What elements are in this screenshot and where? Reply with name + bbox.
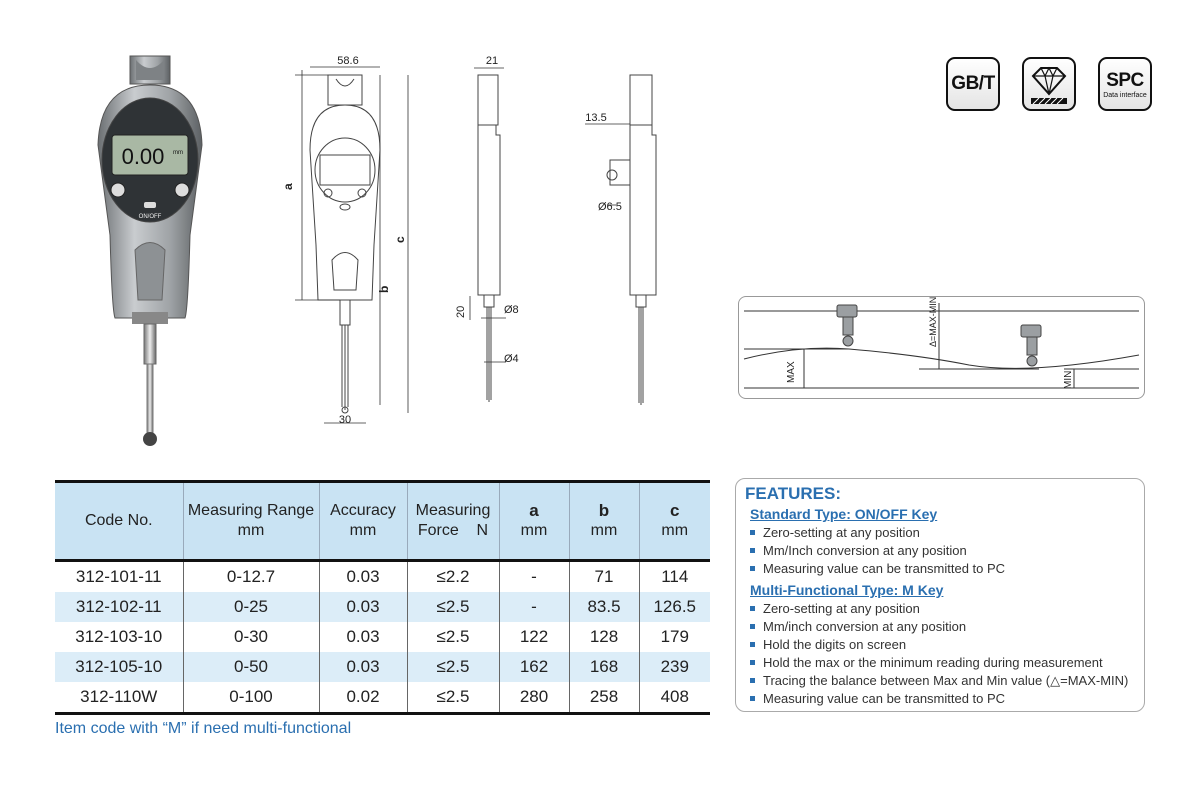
multi-type-title: Multi-Functional Type: M Key: [750, 582, 944, 598]
table-header-row: [55, 482, 710, 561]
standard-features-list: [750, 524, 1005, 578]
dim-stem-dia: Ø8: [504, 304, 519, 316]
features-title: FEATURES:: [745, 484, 842, 503]
header-c: c mm: [639, 482, 710, 561]
gauge-display: 0.00: [121, 144, 165, 169]
dim-lug-offset: 13.5: [585, 112, 607, 124]
label-max: MAX: [786, 361, 797, 383]
side-view-drawing: [448, 50, 538, 415]
dim-width-bottom: 30: [338, 414, 352, 426]
front-view-drawing: [280, 45, 420, 435]
dim-lug-dia: Ø6.5: [598, 201, 622, 213]
list-item: Hold the digits on screen: [750, 636, 1128, 654]
list-item: Tracing the balance between Max and Min value (△=MAX-MIN): [750, 672, 1128, 690]
list-item: Hold the max or the minimum reading during measurement: [750, 654, 1128, 672]
label-min: MIN: [1063, 370, 1074, 389]
gbt-badge-text: GB/T: [951, 73, 995, 94]
label-delta: Δ=MAX-MIN: [928, 297, 938, 347]
item-code-note: Item code with “M” if need multi-functional: [55, 720, 352, 737]
header-b: b mm: [569, 482, 639, 561]
product-photo: [90, 50, 210, 455]
table-row: 312-101-11 0-12.7 0.03 ≤2.2 - 71 114: [55, 561, 710, 593]
dim-thickness: 21: [485, 55, 499, 67]
gbt-badge: [946, 57, 1000, 111]
bullet-icon: [750, 548, 755, 553]
bullet-icon: [750, 696, 755, 701]
bullet-icon: [750, 530, 755, 535]
spc-badge: [1098, 57, 1152, 111]
spec-table: [55, 480, 710, 715]
bullet-icon: [750, 642, 755, 647]
dim-b: b: [377, 285, 391, 293]
list-item: Mm/Inch conversion at any position: [750, 542, 1005, 560]
table-row: 312-102-11 0-25 0.03 ≤2.5 - 83.5 126.5: [55, 592, 710, 622]
dim-tip-dia: Ø4: [504, 353, 519, 365]
list-item: Measuring value can be transmitted to PC: [750, 560, 1005, 578]
bullet-icon: [750, 606, 755, 611]
dim-c: c: [393, 236, 407, 243]
header-accuracy: Accuracy mm: [319, 482, 407, 561]
bullet-icon: [750, 660, 755, 665]
gauge-unit: mm: [173, 150, 183, 156]
table-row: 312-103-10 0-30 0.03 ≤2.5 122 128 179: [55, 622, 710, 652]
table-row: 312-110W 0-100 0.02 ≤2.5 280 258 408: [55, 682, 710, 714]
header-force: Measuring Force N: [407, 482, 499, 561]
list-item: Mm/inch conversion at any position: [750, 618, 1128, 636]
diamond-badge: [1022, 57, 1076, 111]
list-item: Zero-setting at any position: [750, 524, 1005, 542]
onoff-label: ON/OFF: [138, 214, 162, 220]
features-box: [735, 478, 1145, 712]
list-item: Measuring value can be transmitted to PC: [750, 690, 1128, 708]
list-item: Zero-setting at any position: [750, 600, 1128, 618]
header-a: a mm: [499, 482, 569, 561]
diamond-icon: [1027, 62, 1071, 106]
multi-features-list: [750, 600, 1128, 708]
bullet-icon: [750, 678, 755, 683]
bullet-icon: [750, 566, 755, 571]
spc-badge-sub: Data interface: [1103, 91, 1147, 99]
spc-badge-text: SPC: [1106, 69, 1144, 91]
header-range: Measuring Range mm: [183, 482, 319, 561]
dim-a: a: [281, 183, 295, 190]
standard-type-title: Standard Type: ON/OFF Key: [750, 506, 938, 522]
table-row: 312-105-10 0-50 0.03 ≤2.5 162 168 239: [55, 652, 710, 682]
max-min-diagram: [738, 296, 1145, 399]
header-code: Code No.: [55, 482, 183, 561]
dim-stem-length: 20: [455, 305, 467, 318]
back-view-drawing: [580, 70, 680, 415]
dim-width-top: 58.6: [337, 55, 359, 67]
bullet-icon: [750, 624, 755, 629]
